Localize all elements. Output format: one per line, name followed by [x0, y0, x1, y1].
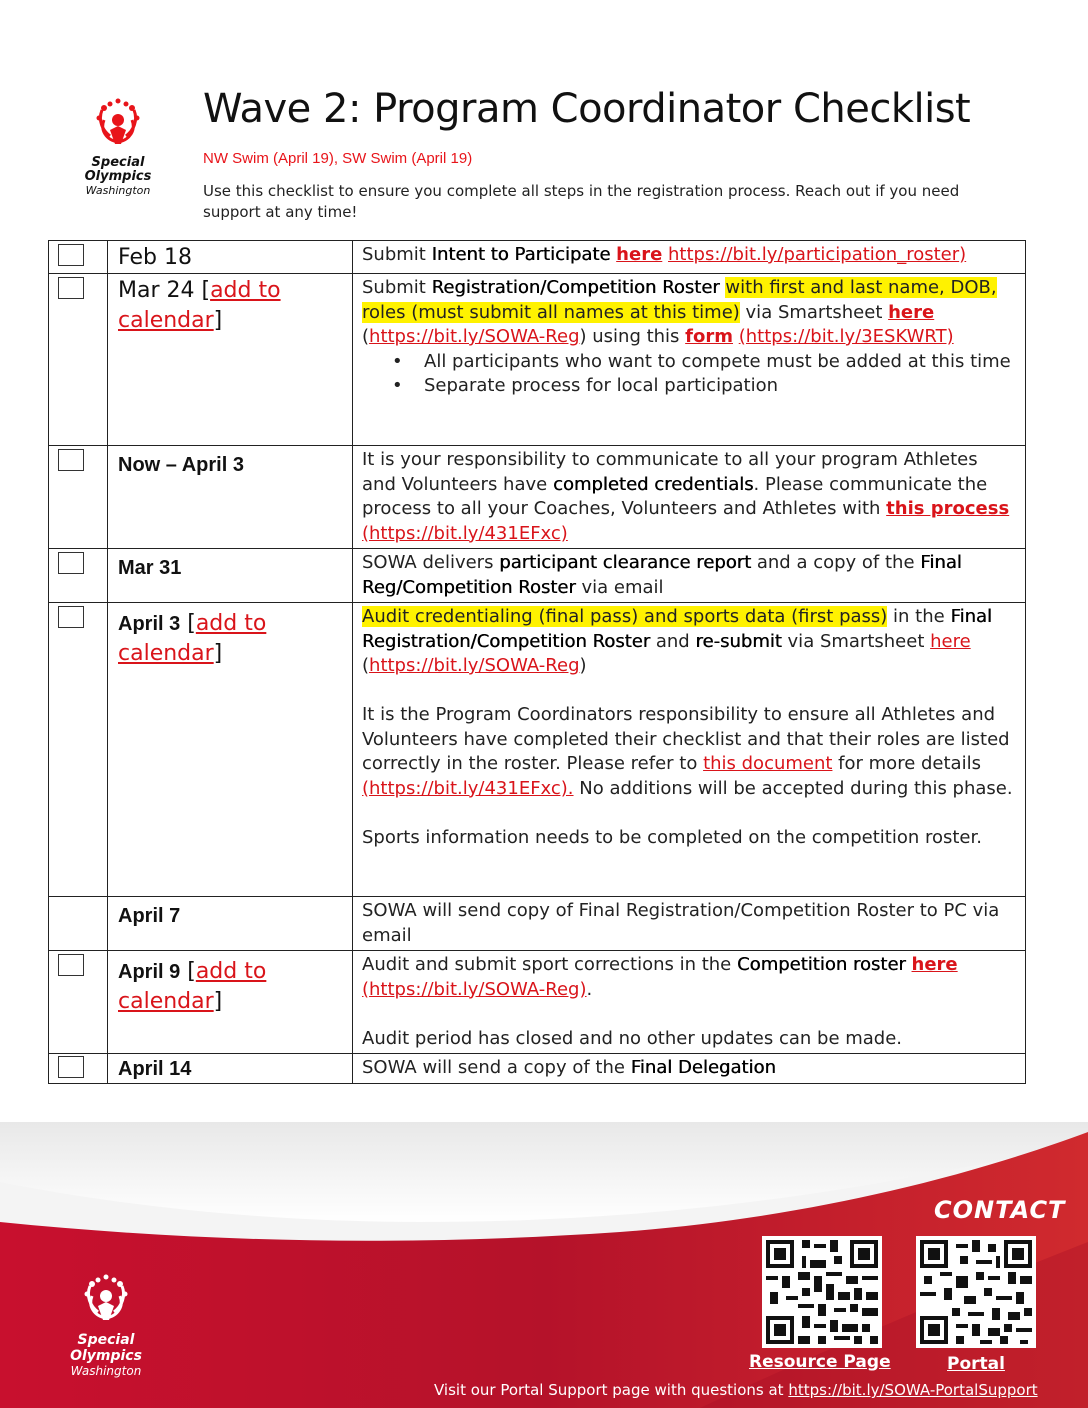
table-row	[49, 951, 1026, 1054]
bold-text: participant clearance report	[499, 552, 752, 573]
logo-line-2: Olympics	[70, 1348, 142, 1364]
text: .	[586, 978, 593, 1000]
text: SOWA will send a copy of the	[362, 1057, 631, 1078]
here-link[interactable]: here	[911, 954, 958, 975]
text: in the	[887, 606, 951, 627]
page-title	[203, 86, 970, 132]
checkbox[interactable]	[58, 1056, 84, 1078]
url-link[interactable]: (https://bit.ly/431EFxc).	[362, 777, 574, 799]
date-text: April 9	[118, 961, 181, 983]
here-link[interactable]: here	[616, 244, 663, 265]
row-description	[353, 1054, 1025, 1083]
text: ) using this	[579, 326, 686, 347]
portal-support-text	[434, 1381, 1038, 1399]
bold-text: Final Delegation	[630, 1057, 776, 1078]
contact-heading: CONTACT	[934, 1196, 1066, 1224]
text: Submit	[362, 244, 432, 265]
text: and	[650, 630, 696, 652]
add-to-calendar-link[interactable]: add to calendar	[118, 959, 267, 1014]
text: SOWA delivers	[362, 552, 500, 573]
url-link[interactable]: https://bit.ly/participation_roster	[668, 244, 960, 265]
row-date: Now – April 3	[118, 454, 244, 476]
row-description	[353, 274, 1025, 401]
logo-line-2: Olympics	[84, 169, 152, 184]
form-link[interactable]: form	[685, 326, 733, 347]
row-date	[108, 603, 352, 669]
table-row	[49, 274, 1026, 446]
bracket: ]	[213, 308, 223, 333]
table-row	[49, 446, 1026, 549]
text: Audit and submit sport corrections in the	[362, 954, 737, 975]
portal-support-link[interactable]: https://bit.ly/SOWA-PortalSupport	[788, 1381, 1038, 1399]
text: . Please communicate the process to all your Coaches, Volunteers and Athletes with	[362, 473, 988, 519]
list-item: • Separate process for local participation	[424, 374, 1017, 399]
bold-text: Intent to Participate	[431, 244, 611, 265]
here-link[interactable]: here	[930, 630, 971, 652]
this-document-link[interactable]: this document	[703, 753, 833, 774]
text: via email	[575, 576, 664, 598]
logo-line-1: Special	[91, 155, 145, 170]
bracket: [	[180, 611, 196, 636]
intro-text: Use this checklist to ensure you complete all steps in the registration process. Reach out if you need support at any time!	[203, 182, 960, 221]
bracket: ]	[213, 641, 223, 666]
special-olympics-logo-footer	[56, 1272, 156, 1378]
url-link[interactable]: (https://bit.ly/SOWA-Reg)	[362, 978, 587, 1000]
url-link[interactable]: https://bit.ly/SOWA-Reg	[369, 655, 580, 676]
torch-figure-icon	[76, 1272, 136, 1332]
highlighted-text: Audit credentialing (final pass) and sports data (first pass)	[362, 606, 888, 627]
text: No additions will be accepted during this phase.	[573, 777, 1013, 799]
text: )	[579, 655, 587, 676]
text: for more details	[832, 753, 981, 774]
table-row	[49, 241, 1026, 274]
text: Sports information needs to be completed on the competition roster.	[362, 826, 982, 848]
checkbox[interactable]	[58, 954, 84, 976]
text: (	[362, 326, 370, 347]
torch-figure-icon	[88, 96, 148, 156]
table-row	[49, 549, 1026, 603]
text: (	[362, 655, 370, 676]
row-description	[353, 549, 1025, 602]
checklist-table	[48, 240, 1026, 1084]
checkbox[interactable]	[58, 277, 84, 299]
add-to-calendar-link[interactable]: add to calendar	[118, 278, 281, 333]
row-date	[108, 274, 352, 336]
row-description	[353, 951, 1025, 1053]
bold-text: Competition roster	[736, 954, 906, 975]
bold-text: Registration/Competition Roster	[431, 277, 720, 298]
text: )	[959, 244, 967, 265]
bracket: [	[194, 278, 211, 303]
row-description: SOWA will send copy of Final Registration/Competition Roster to PC via email	[362, 900, 1000, 946]
bold-text: re-submit	[695, 630, 782, 652]
checkbox[interactable]	[58, 606, 84, 628]
url-link[interactable]: https://bit.ly/SOWA-Reg	[369, 326, 580, 347]
bullet-list	[362, 350, 1017, 399]
table-row	[49, 1054, 1026, 1084]
checkbox[interactable]	[58, 552, 84, 574]
title-rest: Program Coordinator Checklist	[360, 86, 971, 132]
bracket: ]	[213, 989, 223, 1014]
resource-page-qr-code[interactable]	[762, 1236, 882, 1348]
date-text: Mar 24	[118, 278, 195, 303]
row-date: Feb 18	[118, 245, 192, 270]
portal-qr-code[interactable]	[916, 1236, 1036, 1348]
row-description	[353, 603, 1025, 852]
portal-link[interactable]: Portal	[947, 1354, 1005, 1374]
row-description	[353, 446, 1025, 548]
row-description	[353, 241, 1025, 270]
checkbox[interactable]	[58, 244, 84, 266]
qr-code-icon	[916, 1236, 1036, 1348]
checkbox[interactable]	[58, 449, 84, 471]
row-date	[108, 951, 352, 1017]
bracket: [	[180, 959, 196, 984]
row-date: April 14	[118, 1058, 192, 1080]
bold-text: completed credentials	[552, 473, 754, 495]
date-text: April 3	[118, 613, 181, 635]
qr-code-icon	[762, 1236, 882, 1348]
text: Submit	[362, 277, 432, 298]
this-process-link[interactable]: this process	[886, 498, 1010, 519]
row-date: April 7	[118, 905, 181, 927]
text: It is the Program Coordinators responsibility to ensure all Athletes and Volunteers have completed their checklist and that their roles are listed correctly in the roster. Please refer to	[362, 704, 1010, 774]
text: Audit period has closed and no other updates can be made.	[362, 1027, 903, 1049]
title-wave: Wave 2:	[203, 86, 361, 132]
text: and a copy of the	[751, 552, 921, 573]
here-link[interactable]: here	[888, 301, 935, 323]
logo-line-3: Washington	[85, 184, 151, 197]
table-row	[49, 603, 1026, 897]
resource-page-link[interactable]: Resource Page	[749, 1352, 891, 1372]
logo-line-1: Special	[77, 1332, 135, 1348]
event-subtitle: NW Swim (April 19), SW Swim (April 19)	[203, 150, 473, 167]
text: via Smartsheet	[739, 301, 889, 323]
bold-text: Final Registration/Competition Roster	[362, 606, 992, 652]
list-item: • All participants who want to compete must be added at this time	[424, 350, 1017, 375]
url-link[interactable]: (https://bit.ly/431EFxc)	[362, 522, 568, 544]
bold-text: Final Reg/Competition Roster	[362, 552, 962, 598]
add-to-calendar-link[interactable]: add to calendar	[118, 611, 267, 666]
url-link[interactable]: (https://bit.ly/3ESKWRT)	[738, 326, 954, 347]
special-olympics-logo	[72, 96, 164, 197]
text: Visit our Portal Support page with questions at	[434, 1381, 789, 1399]
table-row	[49, 897, 1026, 951]
text: via Smartsheet	[781, 630, 931, 652]
logo-line-3: Washington	[70, 1364, 142, 1378]
highlighted-text: with first and last name, DOB, roles (must submit all names at this time)	[362, 277, 997, 323]
row-date: Mar 31	[118, 557, 182, 579]
text: It is your responsibility to communicate to all your program Athletes and Volunteers have	[362, 449, 978, 495]
